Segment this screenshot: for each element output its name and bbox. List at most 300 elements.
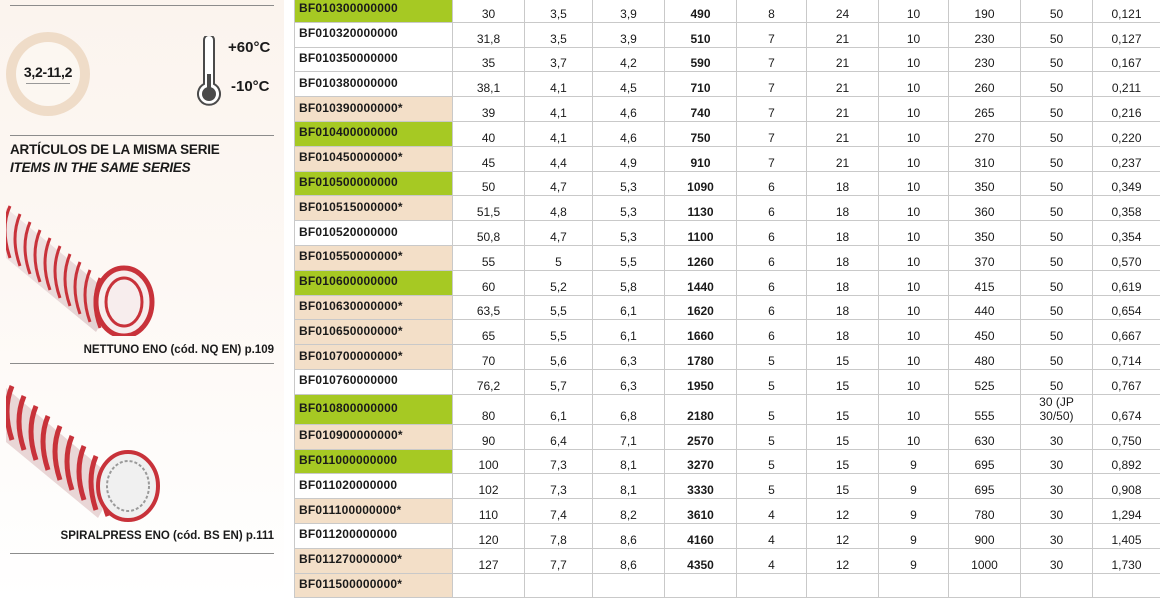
table-cell: 21 [807, 97, 879, 122]
table-cell: 740 [665, 97, 737, 122]
table-cell: 3,9 [593, 22, 665, 47]
table-cell: 50 [1021, 295, 1093, 320]
table-cell: 1260 [665, 245, 737, 270]
divider [10, 135, 274, 136]
table-cell: 265 [949, 97, 1021, 122]
table-cell: 8 [737, 0, 807, 22]
table-cell: 7 [737, 72, 807, 97]
table-cell: 5,3 [593, 221, 665, 246]
table-cell: 5 [737, 345, 807, 370]
table-cell: 6 [737, 171, 807, 196]
table-cell: 9 [879, 523, 949, 548]
table-cell: 31,8 [453, 22, 525, 47]
table-cell: 0,570 [1093, 245, 1160, 270]
table-cell: 8,1 [593, 474, 665, 499]
table-cell: 55 [453, 245, 525, 270]
table-cell: 2570 [665, 424, 737, 449]
table-cell: 6,3 [593, 369, 665, 394]
table-cell: 5 [737, 474, 807, 499]
table-cell: 3,7 [525, 47, 593, 72]
table-cell: 3,9 [593, 0, 665, 22]
table-row [295, 320, 1160, 345]
table-cell: 10 [879, 394, 949, 424]
table-row [295, 47, 1160, 72]
table-row [295, 0, 1160, 22]
table-cell: 127 [453, 548, 525, 573]
table-cell: 50 [1021, 22, 1093, 47]
table-cell: 7 [737, 97, 807, 122]
table-cell: 4160 [665, 523, 737, 548]
table-cell: 10 [879, 146, 949, 171]
series-heading-en: ITEMS IN THE SAME SERIES [10, 160, 191, 175]
table-cell: 0,892 [1093, 449, 1160, 474]
temp-min: -10°C [231, 78, 270, 95]
table-cell: 1660 [665, 320, 737, 345]
table-cell: 10 [879, 22, 949, 47]
table-cell [737, 573, 807, 598]
table-cell: 10 [879, 424, 949, 449]
table-cell: 510 [665, 22, 737, 47]
badge-value: 3,2-11,2 [23, 64, 73, 80]
article-code: BF010515000000* [295, 196, 453, 221]
thermometer-icon [196, 36, 222, 108]
table-cell: 4,1 [525, 72, 593, 97]
table-cell: 0,349 [1093, 171, 1160, 196]
table-cell: 63,5 [453, 295, 525, 320]
table-cell [949, 573, 1021, 598]
table-cell: 9 [879, 449, 949, 474]
table-row [295, 72, 1160, 97]
table-cell: 6,1 [593, 295, 665, 320]
table-cell: 21 [807, 146, 879, 171]
table-cell: 50 [1021, 72, 1093, 97]
temp-max: +60°C [228, 39, 271, 56]
table-cell: 24 [807, 0, 879, 22]
table-cell: 70 [453, 345, 525, 370]
series-heading-es: ARTÍCULOS DE LA MISMA SERIE [10, 142, 220, 157]
table-row [295, 245, 1160, 270]
table-cell: 3,5 [525, 22, 593, 47]
article-code: BF010600000000 [295, 270, 453, 295]
table-cell: 18 [807, 196, 879, 221]
table-cell: 3270 [665, 449, 737, 474]
table-cell: 21 [807, 121, 879, 146]
table-cell: 1000 [949, 548, 1021, 573]
divider [10, 363, 274, 364]
table-cell: 18 [807, 270, 879, 295]
table-cell: 15 [807, 345, 879, 370]
table-row [295, 369, 1160, 394]
table-cell: 110 [453, 499, 525, 524]
table-cell: 360 [949, 196, 1021, 221]
table-cell: 5,5 [525, 320, 593, 345]
table-cell: 8,2 [593, 499, 665, 524]
table-cell: 7 [737, 22, 807, 47]
table-row [295, 424, 1160, 449]
table-cell: 695 [949, 449, 1021, 474]
table-cell: 6 [737, 245, 807, 270]
table-cell: 15 [807, 449, 879, 474]
table-cell [665, 573, 737, 598]
table-cell: 440 [949, 295, 1021, 320]
table-cell: 7 [737, 47, 807, 72]
table-cell: 4 [737, 499, 807, 524]
table-cell: 50 [1021, 97, 1093, 122]
table-cell: 260 [949, 72, 1021, 97]
table-cell [525, 573, 593, 598]
table-cell: 30 (JP 30/50) [1021, 394, 1093, 424]
table-cell: 51,5 [453, 196, 525, 221]
table-cell: 0,220 [1093, 121, 1160, 146]
table-cell: 6,4 [525, 424, 593, 449]
specs-table-container [294, 0, 1160, 600]
article-code: BF010700000000* [295, 345, 453, 370]
table-cell: 0,750 [1093, 424, 1160, 449]
table-cell: 10 [879, 295, 949, 320]
table-row [295, 573, 1160, 598]
related-caption-2: SPIRALPRESS ENO (cód. BS EN) p.111 [60, 530, 274, 542]
table-cell: 4 [737, 523, 807, 548]
article-code: BF010400000000 [295, 121, 453, 146]
table-cell: 9 [879, 499, 949, 524]
table-cell: 0,354 [1093, 221, 1160, 246]
table-cell: 780 [949, 499, 1021, 524]
article-code: BF011270000000* [295, 548, 453, 573]
table-cell: 190 [949, 0, 1021, 22]
table-cell: 9 [879, 548, 949, 573]
table-cell: 50 [1021, 47, 1093, 72]
table-cell: 230 [949, 47, 1021, 72]
table-cell: 590 [665, 47, 737, 72]
table-cell: 10 [879, 245, 949, 270]
table-cell: 4,7 [525, 221, 593, 246]
table-cell: 5,8 [593, 270, 665, 295]
related-caption-1: NETTUNO ENO (cód. NQ EN) p.109 [83, 344, 274, 356]
table-cell: 21 [807, 72, 879, 97]
table-cell: 21 [807, 47, 879, 72]
table-cell: 45 [453, 146, 525, 171]
table-cell: 0,127 [1093, 22, 1160, 47]
table-cell: 5 [525, 245, 593, 270]
table-cell: 12 [807, 523, 879, 548]
table-cell: 6,1 [593, 320, 665, 345]
table-cell: 10 [879, 97, 949, 122]
table-cell: 7,1 [593, 424, 665, 449]
table-cell: 12 [807, 548, 879, 573]
table-cell: 30 [1021, 449, 1093, 474]
table-cell: 0,358 [1093, 196, 1160, 221]
table-cell: 1090 [665, 171, 737, 196]
table-cell: 1130 [665, 196, 737, 221]
table-cell: 4,9 [593, 146, 665, 171]
table-cell: 10 [879, 221, 949, 246]
table-cell: 0,674 [1093, 394, 1160, 424]
table-cell: 0,767 [1093, 369, 1160, 394]
table-cell: 6 [737, 270, 807, 295]
table-cell: 5 [737, 369, 807, 394]
table-cell: 6,1 [525, 394, 593, 424]
table-cell: 6 [737, 196, 807, 221]
table-cell: 370 [949, 245, 1021, 270]
table-cell: 18 [807, 245, 879, 270]
article-code: BF011500000000* [295, 573, 453, 598]
specs-table [294, 0, 1160, 598]
table-cell: 50 [1021, 245, 1093, 270]
table-cell: 10 [879, 72, 949, 97]
sidebar [0, 0, 284, 600]
table-cell: 750 [665, 121, 737, 146]
table-row [295, 196, 1160, 221]
table-cell: 10 [879, 0, 949, 22]
table-cell: 350 [949, 221, 1021, 246]
table-cell: 18 [807, 221, 879, 246]
table-cell: 4,2 [593, 47, 665, 72]
table-cell: 480 [949, 345, 1021, 370]
table-cell: 4,5 [593, 72, 665, 97]
table-cell: 0,654 [1093, 295, 1160, 320]
reinforced-hose-image [6, 378, 166, 528]
table-cell: 910 [665, 146, 737, 171]
table-cell: 0,211 [1093, 72, 1160, 97]
article-code: BF010500000000 [295, 171, 453, 196]
table-cell: 21 [807, 22, 879, 47]
table-cell: 7,4 [525, 499, 593, 524]
table-cell [807, 573, 879, 598]
table-cell: 555 [949, 394, 1021, 424]
table-row [295, 345, 1160, 370]
table-cell: 7,7 [525, 548, 593, 573]
table-row [295, 146, 1160, 171]
table-cell: 18 [807, 295, 879, 320]
table-cell: 30 [1021, 424, 1093, 449]
table-cell: 50 [1021, 146, 1093, 171]
table-cell: 7,3 [525, 474, 593, 499]
table-cell: 50 [1021, 320, 1093, 345]
table-row [295, 548, 1160, 573]
table-cell: 4350 [665, 548, 737, 573]
table-cell: 1100 [665, 221, 737, 246]
table-cell: 8,6 [593, 548, 665, 573]
table-cell: 10 [879, 196, 949, 221]
article-code: BF010350000000 [295, 47, 453, 72]
divider [10, 553, 274, 554]
table-cell: 6,3 [593, 345, 665, 370]
table-cell: 5,3 [593, 196, 665, 221]
table-cell: 15 [807, 394, 879, 424]
table-cell: 7,8 [525, 523, 593, 548]
table-row [295, 499, 1160, 524]
table-row [295, 523, 1160, 548]
table-cell: 4,1 [525, 121, 593, 146]
table-cell: 3330 [665, 474, 737, 499]
table-cell: 350 [949, 171, 1021, 196]
table-cell: 15 [807, 369, 879, 394]
table-cell: 76,2 [453, 369, 525, 394]
table-cell: 50 [1021, 171, 1093, 196]
table-cell: 50 [1021, 270, 1093, 295]
table-cell: 38,1 [453, 72, 525, 97]
table-cell: 2180 [665, 394, 737, 424]
table-cell: 80 [453, 394, 525, 424]
table-cell: 7,3 [525, 449, 593, 474]
article-code: BF010900000000* [295, 424, 453, 449]
table-row [295, 474, 1160, 499]
table-cell: 100 [453, 449, 525, 474]
table-cell: 50,8 [453, 221, 525, 246]
table-cell: 5,7 [525, 369, 593, 394]
table-cell: 5 [737, 449, 807, 474]
table-cell: 10 [879, 47, 949, 72]
table-row [295, 270, 1160, 295]
table-cell: 710 [665, 72, 737, 97]
table-cell: 5,6 [525, 345, 593, 370]
table-cell: 4,1 [525, 97, 593, 122]
table-cell: 30 [1021, 499, 1093, 524]
article-code: BF010550000000* [295, 245, 453, 270]
table-row [295, 449, 1160, 474]
table-cell: 90 [453, 424, 525, 449]
table-cell: 10 [879, 345, 949, 370]
table-cell: 0,237 [1093, 146, 1160, 171]
table-cell: 30 [1021, 523, 1093, 548]
table-cell: 0,908 [1093, 474, 1160, 499]
table-cell: 30 [1021, 474, 1093, 499]
table-cell: 4,6 [593, 97, 665, 122]
table-cell: 630 [949, 424, 1021, 449]
table-cell [593, 573, 665, 598]
table-cell: 1950 [665, 369, 737, 394]
table-cell: 450 [949, 320, 1021, 345]
table-cell: 6,8 [593, 394, 665, 424]
table-cell: 10 [879, 369, 949, 394]
table-cell: 50 [1021, 369, 1093, 394]
table-cell [1093, 573, 1160, 598]
table-cell: 50 [1021, 345, 1093, 370]
table-cell: 15 [807, 474, 879, 499]
table-cell: 0,667 [1093, 320, 1160, 345]
article-code: BF010800000000 [295, 394, 453, 424]
table-cell: 230 [949, 22, 1021, 47]
article-code: BF011000000000 [295, 449, 453, 474]
article-code: BF010300000000 [295, 0, 453, 22]
article-code: BF010520000000 [295, 221, 453, 246]
table-row [295, 394, 1160, 424]
table-cell: 50 [1021, 221, 1093, 246]
article-code: BF010320000000 [295, 22, 453, 47]
table-cell: 50 [1021, 196, 1093, 221]
article-code: BF011020000000 [295, 474, 453, 499]
table-cell: 10 [879, 121, 949, 146]
table-cell: 35 [453, 47, 525, 72]
pvc-hose-image [6, 186, 161, 336]
table-cell: 7 [737, 146, 807, 171]
table-cell: 1,730 [1093, 548, 1160, 573]
table-cell: 10 [879, 320, 949, 345]
table-cell: 1,405 [1093, 523, 1160, 548]
table-cell: 4 [737, 548, 807, 573]
table-cell [879, 573, 949, 598]
table-cell: 7 [737, 121, 807, 146]
table-cell: 40 [453, 121, 525, 146]
article-code: BF011100000000* [295, 499, 453, 524]
table-cell: 30 [453, 0, 525, 22]
table-cell: 1780 [665, 345, 737, 370]
table-cell: 3,5 [525, 0, 593, 22]
table-cell: 50 [453, 171, 525, 196]
table-cell: 102 [453, 474, 525, 499]
article-code: BF011200000000 [295, 523, 453, 548]
table-cell: 525 [949, 369, 1021, 394]
table-cell: 900 [949, 523, 1021, 548]
table-cell: 3610 [665, 499, 737, 524]
table-cell: 10 [879, 270, 949, 295]
table-cell: 4,4 [525, 146, 593, 171]
table-cell: 270 [949, 121, 1021, 146]
table-cell: 5,3 [593, 171, 665, 196]
table-cell: 10 [879, 171, 949, 196]
article-code: BF010650000000* [295, 320, 453, 345]
table-cell: 12 [807, 499, 879, 524]
table-cell: 1620 [665, 295, 737, 320]
table-cell: 0,167 [1093, 47, 1160, 72]
table-cell: 695 [949, 474, 1021, 499]
table-row [295, 97, 1160, 122]
table-cell: 5,5 [525, 295, 593, 320]
table-row [295, 22, 1160, 47]
table-cell: 9 [879, 474, 949, 499]
pressure-badge [6, 32, 90, 116]
table-row [295, 295, 1160, 320]
table-cell: 5 [737, 394, 807, 424]
table-cell: 60 [453, 270, 525, 295]
table-cell: 15 [807, 424, 879, 449]
divider [10, 5, 274, 6]
article-code: BF010390000000* [295, 97, 453, 122]
table-cell [1021, 573, 1093, 598]
table-cell: 5,2 [525, 270, 593, 295]
table-cell: 5,5 [593, 245, 665, 270]
table-cell: 4,7 [525, 171, 593, 196]
table-cell: 30 [1021, 548, 1093, 573]
table-cell: 50 [1021, 121, 1093, 146]
article-code: BF010760000000 [295, 369, 453, 394]
table-cell: 0,121 [1093, 0, 1160, 22]
table-cell: 310 [949, 146, 1021, 171]
table-cell: 0,216 [1093, 97, 1160, 122]
table-cell: 8,1 [593, 449, 665, 474]
table-cell: 490 [665, 0, 737, 22]
table-cell: 39 [453, 97, 525, 122]
table-row [295, 221, 1160, 246]
article-code: BF010450000000* [295, 146, 453, 171]
table-row [295, 121, 1160, 146]
table-cell: 6 [737, 320, 807, 345]
table-cell: 1,294 [1093, 499, 1160, 524]
table-cell: 4,6 [593, 121, 665, 146]
table-cell: 8,6 [593, 523, 665, 548]
table-cell: 65 [453, 320, 525, 345]
table-cell [453, 573, 525, 598]
article-code: BF010630000000* [295, 295, 453, 320]
table-cell: 50 [1021, 0, 1093, 22]
table-cell: 4,8 [525, 196, 593, 221]
table-cell: 18 [807, 320, 879, 345]
table-cell: 6 [737, 221, 807, 246]
table-cell: 0,619 [1093, 270, 1160, 295]
table-cell: 18 [807, 171, 879, 196]
table-cell: 415 [949, 270, 1021, 295]
table-cell: 5 [737, 424, 807, 449]
